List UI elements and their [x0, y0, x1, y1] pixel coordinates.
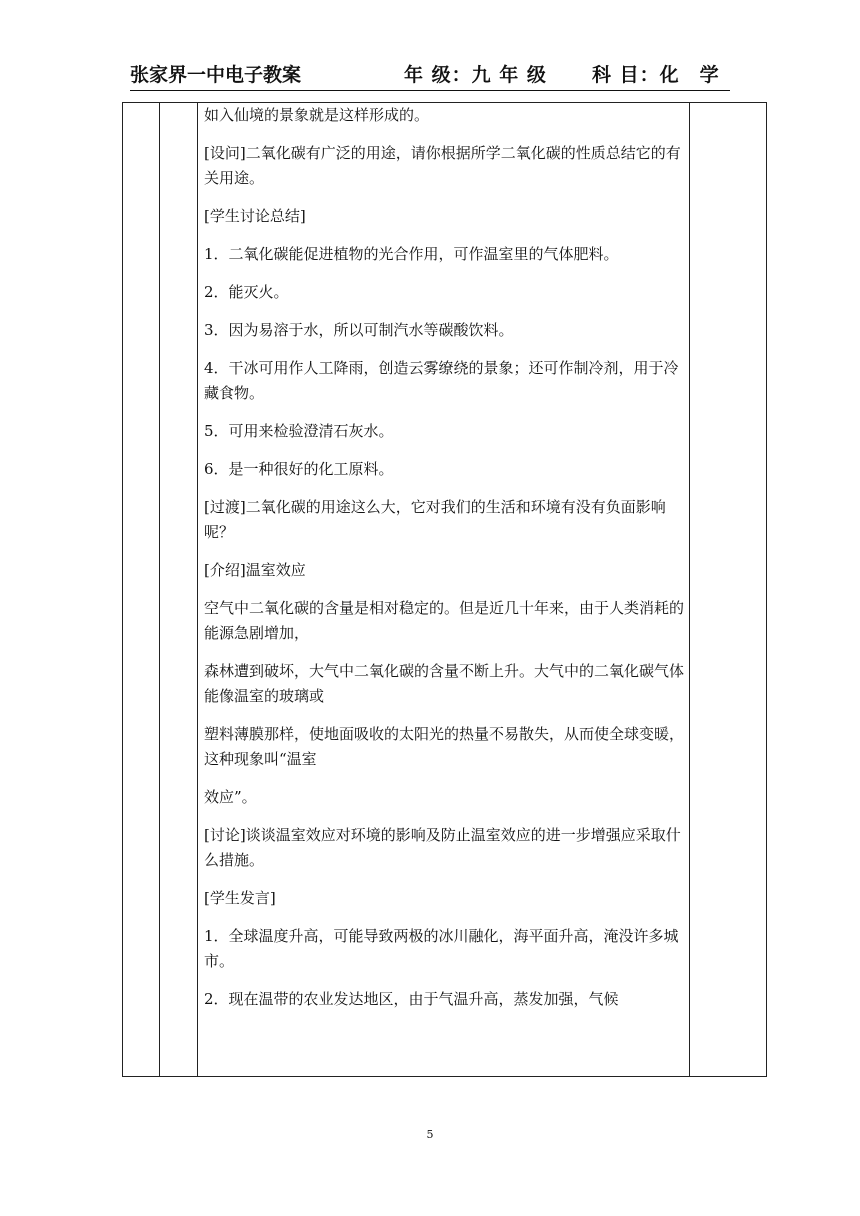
paragraph: 2．能灭火。: [204, 283, 289, 301]
paragraph: [学生讨论总结]: [204, 207, 306, 225]
subject-label: 科 目：化 学: [592, 64, 720, 86]
paragraph: 1．全球温度升高，可能导致两极的冰川融化，海平面升高，淹没许多城市。: [204, 927, 679, 970]
paragraph: 2．现在温带的农业发达地区，由于气温升高，蒸发加强，气候: [204, 990, 619, 1008]
paragraph: 1．二氧化碳能促进植物的光合作用，可作温室里的气体肥料。: [204, 245, 619, 263]
paragraph: [学生发言]: [204, 889, 276, 907]
page-number: 5: [426, 1128, 434, 1141]
paragraph: 3．因为易溶于水，所以可制汽水等碳酸饮料。: [204, 321, 514, 339]
paragraph: [讨论]谈谈温室效应对环境的影响及防止温室效应的进一步增强应采取什么措施。: [204, 826, 681, 869]
paragraph: 效应”。: [204, 788, 257, 806]
paragraph: 6．是一种很好的化工原料。: [204, 460, 394, 478]
paragraph: [设问]二氧化碳有广泛的用途，请你根据所学二氧化碳的性质总结它的有关用途。: [204, 144, 681, 187]
paragraph: [介绍]温室效应: [204, 561, 306, 579]
grade-label: 年 级：九 年 级: [404, 64, 547, 86]
paragraph: [过渡]二氧化碳的用途这么大，它对我们的生活和环境有没有负面影响呢？: [204, 498, 666, 541]
table-column-divider: [689, 103, 690, 1076]
paragraph: 塑料薄膜那样，使地面吸收的太阳光的热量不易散失，从而使全球变暖，这种现象叫“温室: [204, 725, 685, 768]
paragraph: 森林遭到破坏，大气中二氧化碳的含量不断上升。大气中的二氧化碳气体能像温室的玻璃或: [204, 662, 685, 705]
lesson-table: [122, 102, 767, 1077]
lesson-content-cell: [204, 103, 686, 1025]
table-column-divider: [197, 103, 198, 1076]
paragraph: 4．干冰可用作人工降雨，创造云雾缭绕的景象；还可作制冷剂，用于冷藏食物。: [204, 359, 679, 402]
paragraph: 空气中二氧化碳的含量是相对稳定的。但是近几十年来，由于人类消耗的能源急剧增加，: [204, 599, 685, 642]
page-header: [130, 60, 730, 91]
table-column-divider: [159, 103, 160, 1076]
paragraph: 5．可用来检验澄清石灰水。: [204, 422, 394, 440]
school-title: 张家界一中电子教案: [130, 64, 302, 86]
paragraph: 如入仙境的景象就是这样形成的。: [204, 106, 430, 124]
